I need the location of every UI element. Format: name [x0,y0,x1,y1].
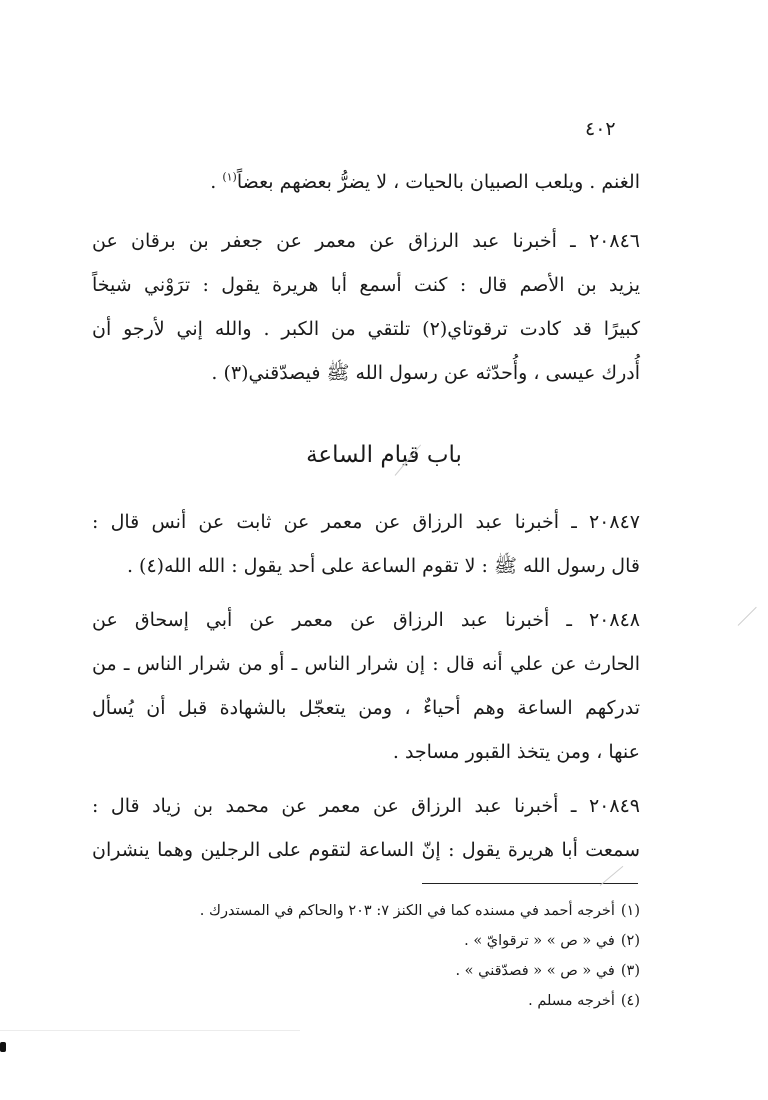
hadith-20848 [92,598,640,774]
footnote-divider [422,883,638,884]
footnote-4: (٤)أخرجه مسلم . [528,993,640,1009]
footnote-ref: (١) [222,170,237,184]
text-line: ٢٠٨٤٨ ـ أخبرنا عبد الرزاق عن معمر عن أبي إسحاق عن [92,609,640,631]
text-line: الغنم . ويلعب الصبيان بالحيات ، لا يضرُّ بعضهم بعضاً$^{(١)}$ . [210,170,640,193]
footnote-1: (١)أخرجه أحمد في مسنده كما في الكنز ٧: ٢٠٣ والحاكم في المستدرك . [199,903,640,919]
text-line: سمعت أبا هريرة يقول : إنّ الساعة لتقوم على الرجلين وهما ينشران [92,839,640,861]
text-line: ٢٠٨٤٩ ـ أخبرنا عبد الرزاق عن معمر عن محمد بن زياد قال : [92,795,640,817]
text-line: تدركهم الساعة وهم أحياءٌ ، ومن يتعجّل بالشهادة قبل أن يُسأل [92,697,640,719]
scan-artifact [0,1030,300,1031]
text-line: ٢٠٨٤٧ ـ أخبرنا عبد الرزاق عن معمر عن ثابت عن أنس قال : [92,511,640,533]
scan-artifact [738,607,757,626]
text-line: قال رسول الله ﷺ : لا تقوم الساعة على أحد يقول : الله الله(٤) . [126,555,640,577]
text-line: أُدرك عيسى ، وأُحدّثه عن رسول الله ﷺ فيصدّقني(٣) . [211,362,640,384]
footnotes [140,896,640,1016]
chapter-heading: باب قيام الساعة [306,442,462,468]
hadith-20846 [92,219,640,395]
hadith-20849 [92,784,640,872]
margin-mark [0,1042,6,1052]
continuation-paragraph [92,160,640,204]
text-line: ٢٠٨٤٦ ـ أخبرنا عبد الرزاق عن معمر عن جعفر بن برقان عن [92,230,640,252]
text-line: عنها ، ومن يتخذ القبور مساجد . [392,741,640,763]
text-line: الحارث عن علي أنه قال : إن شرار الناس ـ أو من شرار الناس ـ من [92,653,640,675]
footnote-3: (٣)في « ص » « فصدّقني » . [455,963,640,979]
hadith-20847 [92,500,640,588]
page-number: ٤٠٢ [585,118,616,140]
text-line: يزيد بن الأصم قال : كنت أسمع أبا هريرة يقول : ترَوْني شيخاً [92,274,640,296]
text-line: كبيرًا قد كادت ترقوتاي(٢) تلتقي من الكبر . والله إني لأرجو أن [92,318,640,340]
footnote-2: (٢)في « ص » « ترقوايّ » . [464,933,640,949]
